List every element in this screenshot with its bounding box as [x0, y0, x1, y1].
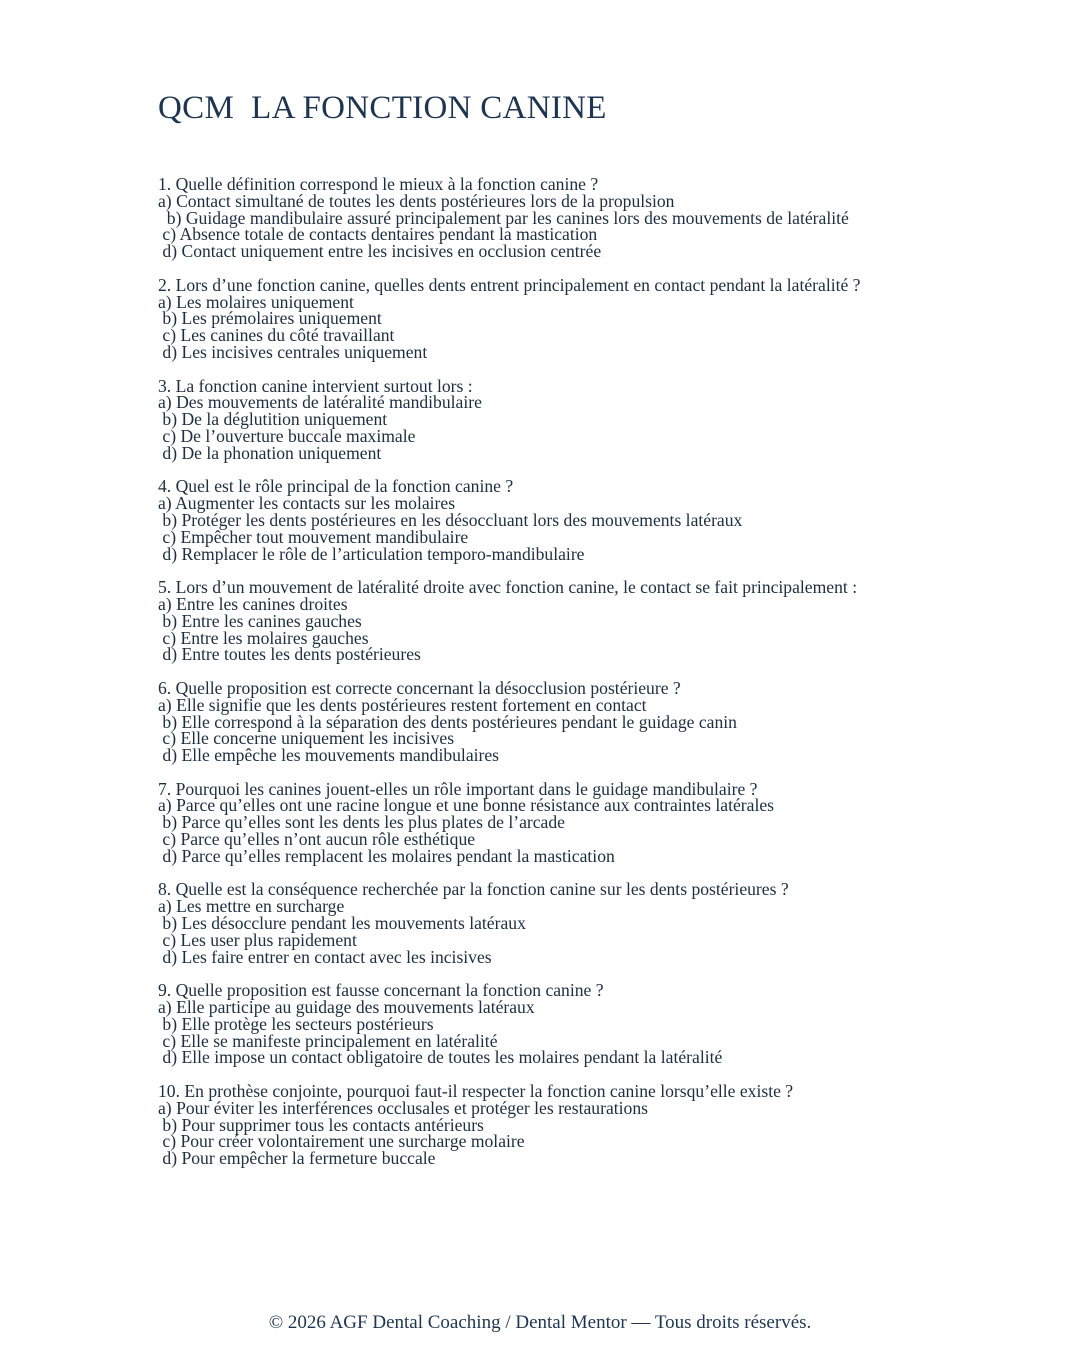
- option-c: c) Parce qu’elles n’ont aucun rôle esthétique: [158, 829, 476, 850]
- option-d: d) Pour empêcher la fermeture buccale: [158, 1148, 436, 1169]
- option-c: c) Les canines du côté travaillant: [158, 325, 395, 346]
- option-d: d) Remplacer le rôle de l’articulation temporo-mandibulaire: [158, 543, 585, 564]
- option-b: b) Entre les canines gauches: [158, 610, 362, 631]
- option-d: d) Contact uniquement entre les incisives en occlusion centrée: [158, 241, 602, 262]
- option-d: d) Elle impose un contact obligatoire de toutes les molaires pendant la latéralité: [158, 1047, 723, 1068]
- option-c: c) Empêcher tout mouvement mandibulaire: [158, 526, 469, 547]
- option-d: d) De la phonation uniquement: [158, 442, 382, 463]
- question-6: [158, 677, 882, 766]
- question-9: [158, 982, 882, 1066]
- option-a: a) Les molaires uniquement: [158, 291, 354, 312]
- question-text: 7. Pourquoi les canines jouent-elles un rôle important dans le guidage mandibulaire ?: [158, 778, 758, 799]
- option-a: a) Contact simultané de toutes les dents postérieures lors de la propulsion: [158, 190, 675, 211]
- question-8: [158, 881, 882, 965]
- question-2: [158, 274, 882, 362]
- option-b: b) Pour supprimer tous les contacts antérieurs: [158, 1114, 484, 1135]
- option-d: d) Parce qu’elles remplacent les molaires pendant la mastication: [158, 845, 615, 866]
- option-b: b) Guidage mandibulaire assuré principalement par les canines lors des mouvements de latéralité: [158, 207, 849, 228]
- option-b: b) Elle protège les secteurs postérieurs: [158, 1013, 434, 1034]
- option-a: a) Elle participe au guidage des mouvements latéraux: [158, 997, 535, 1018]
- question-text: 3. La fonction canine intervient surtout lors :: [158, 375, 473, 396]
- option-d: d) Elle empêche les mouvements mandibulaires: [158, 745, 500, 766]
- option-c: c) Absence totale de contacts dentaires pendant la mastication: [158, 224, 598, 245]
- option-d: d) Entre toutes les dents postérieures: [158, 644, 421, 665]
- question-7: [158, 778, 882, 866]
- question-list: [158, 176, 882, 1184]
- question-1: [158, 176, 882, 260]
- question-text: 1. Quelle définition correspond le mieux à la fonction canine ?: [158, 174, 599, 194]
- page-title: QCM LA FONCTION CANINE: [158, 90, 607, 126]
- option-d: d) Les incisives centrales uniquement: [158, 341, 428, 362]
- option-a: a) Augmenter les contacts sur les molaires: [158, 493, 456, 514]
- option-b: b) Protéger les dents postérieures en les désoccluant lors des mouvements latéraux: [158, 509, 743, 530]
- option-c: c) De l’ouverture buccale maximale: [158, 425, 416, 446]
- question-text: 6. Quelle proposition est correcte concernant la désocclusion postérieure ?: [158, 677, 681, 698]
- option-c: c) Les user plus rapidement: [158, 929, 357, 950]
- option-c: c) Entre les molaires gauches: [158, 627, 369, 648]
- question-text: 10. En prothèse conjointe, pourquoi faut-il respecter la fonction canine lorsqu’elle existe ?: [158, 1081, 794, 1102]
- option-a: a) Parce qu’elles ont une racine longue et une bonne résistance aux contraintes latérales: [158, 795, 775, 816]
- option-b: b) Les prémolaires uniquement: [158, 308, 382, 329]
- question-text: 8. Quelle est la conséquence recherchée par la fonction canine sur les dents postérieures ?: [158, 879, 789, 900]
- option-c: c) Elle se manifeste principalement en latéralité: [158, 1030, 498, 1051]
- question-text: 4. Quel est le rôle principal de la fonction canine ?: [158, 476, 514, 497]
- question-10: [158, 1083, 882, 1167]
- option-a: a) Elle signifie que les dents postérieures restent fortement en contact: [158, 694, 647, 715]
- option-c: c) Pour créer volontairement une surcharge molaire: [158, 1131, 525, 1152]
- question-text: 5. Lors d’un mouvement de latéralité droite avec fonction canine, le contact se fait principalement :: [158, 577, 858, 598]
- question-text: 2. Lors d’une fonction canine, quelles dents entrent principalement en contact pendant la latéralité ?: [158, 274, 861, 295]
- option-a: a) Entre les canines droites: [158, 593, 348, 614]
- question-text: 9. Quelle proposition est fausse concernant la fonction canine ?: [158, 980, 604, 1001]
- option-b: b) Elle correspond à la séparation des dents postérieures pendant le guidage canin: [158, 711, 737, 732]
- option-b: b) Parce qu’elles sont les dents les plus plates de l’arcade: [158, 812, 565, 833]
- question-5: [158, 579, 882, 663]
- option-b: b) Les désocclure pendant les mouvements latéraux: [158, 913, 526, 934]
- option-a: a) Pour éviter les interférences occlusales et protéger les restaurations: [158, 1097, 648, 1118]
- option-b: b) De la déglutition uniquement: [158, 409, 388, 430]
- option-a: a) Des mouvements de latéralité mandibulaire: [158, 392, 482, 413]
- copyright-footer: © 2026 AGF Dental Coaching / Dental Mentor — Tous droits réservés.: [268, 1312, 812, 1333]
- option-d: d) Les faire entrer en contact avec les incisives: [158, 946, 492, 967]
- question-4: [158, 478, 882, 562]
- option-a: a) Les mettre en surcharge: [158, 896, 345, 917]
- question-3: [158, 375, 882, 463]
- option-c: c) Elle concerne uniquement les incisives: [158, 728, 455, 749]
